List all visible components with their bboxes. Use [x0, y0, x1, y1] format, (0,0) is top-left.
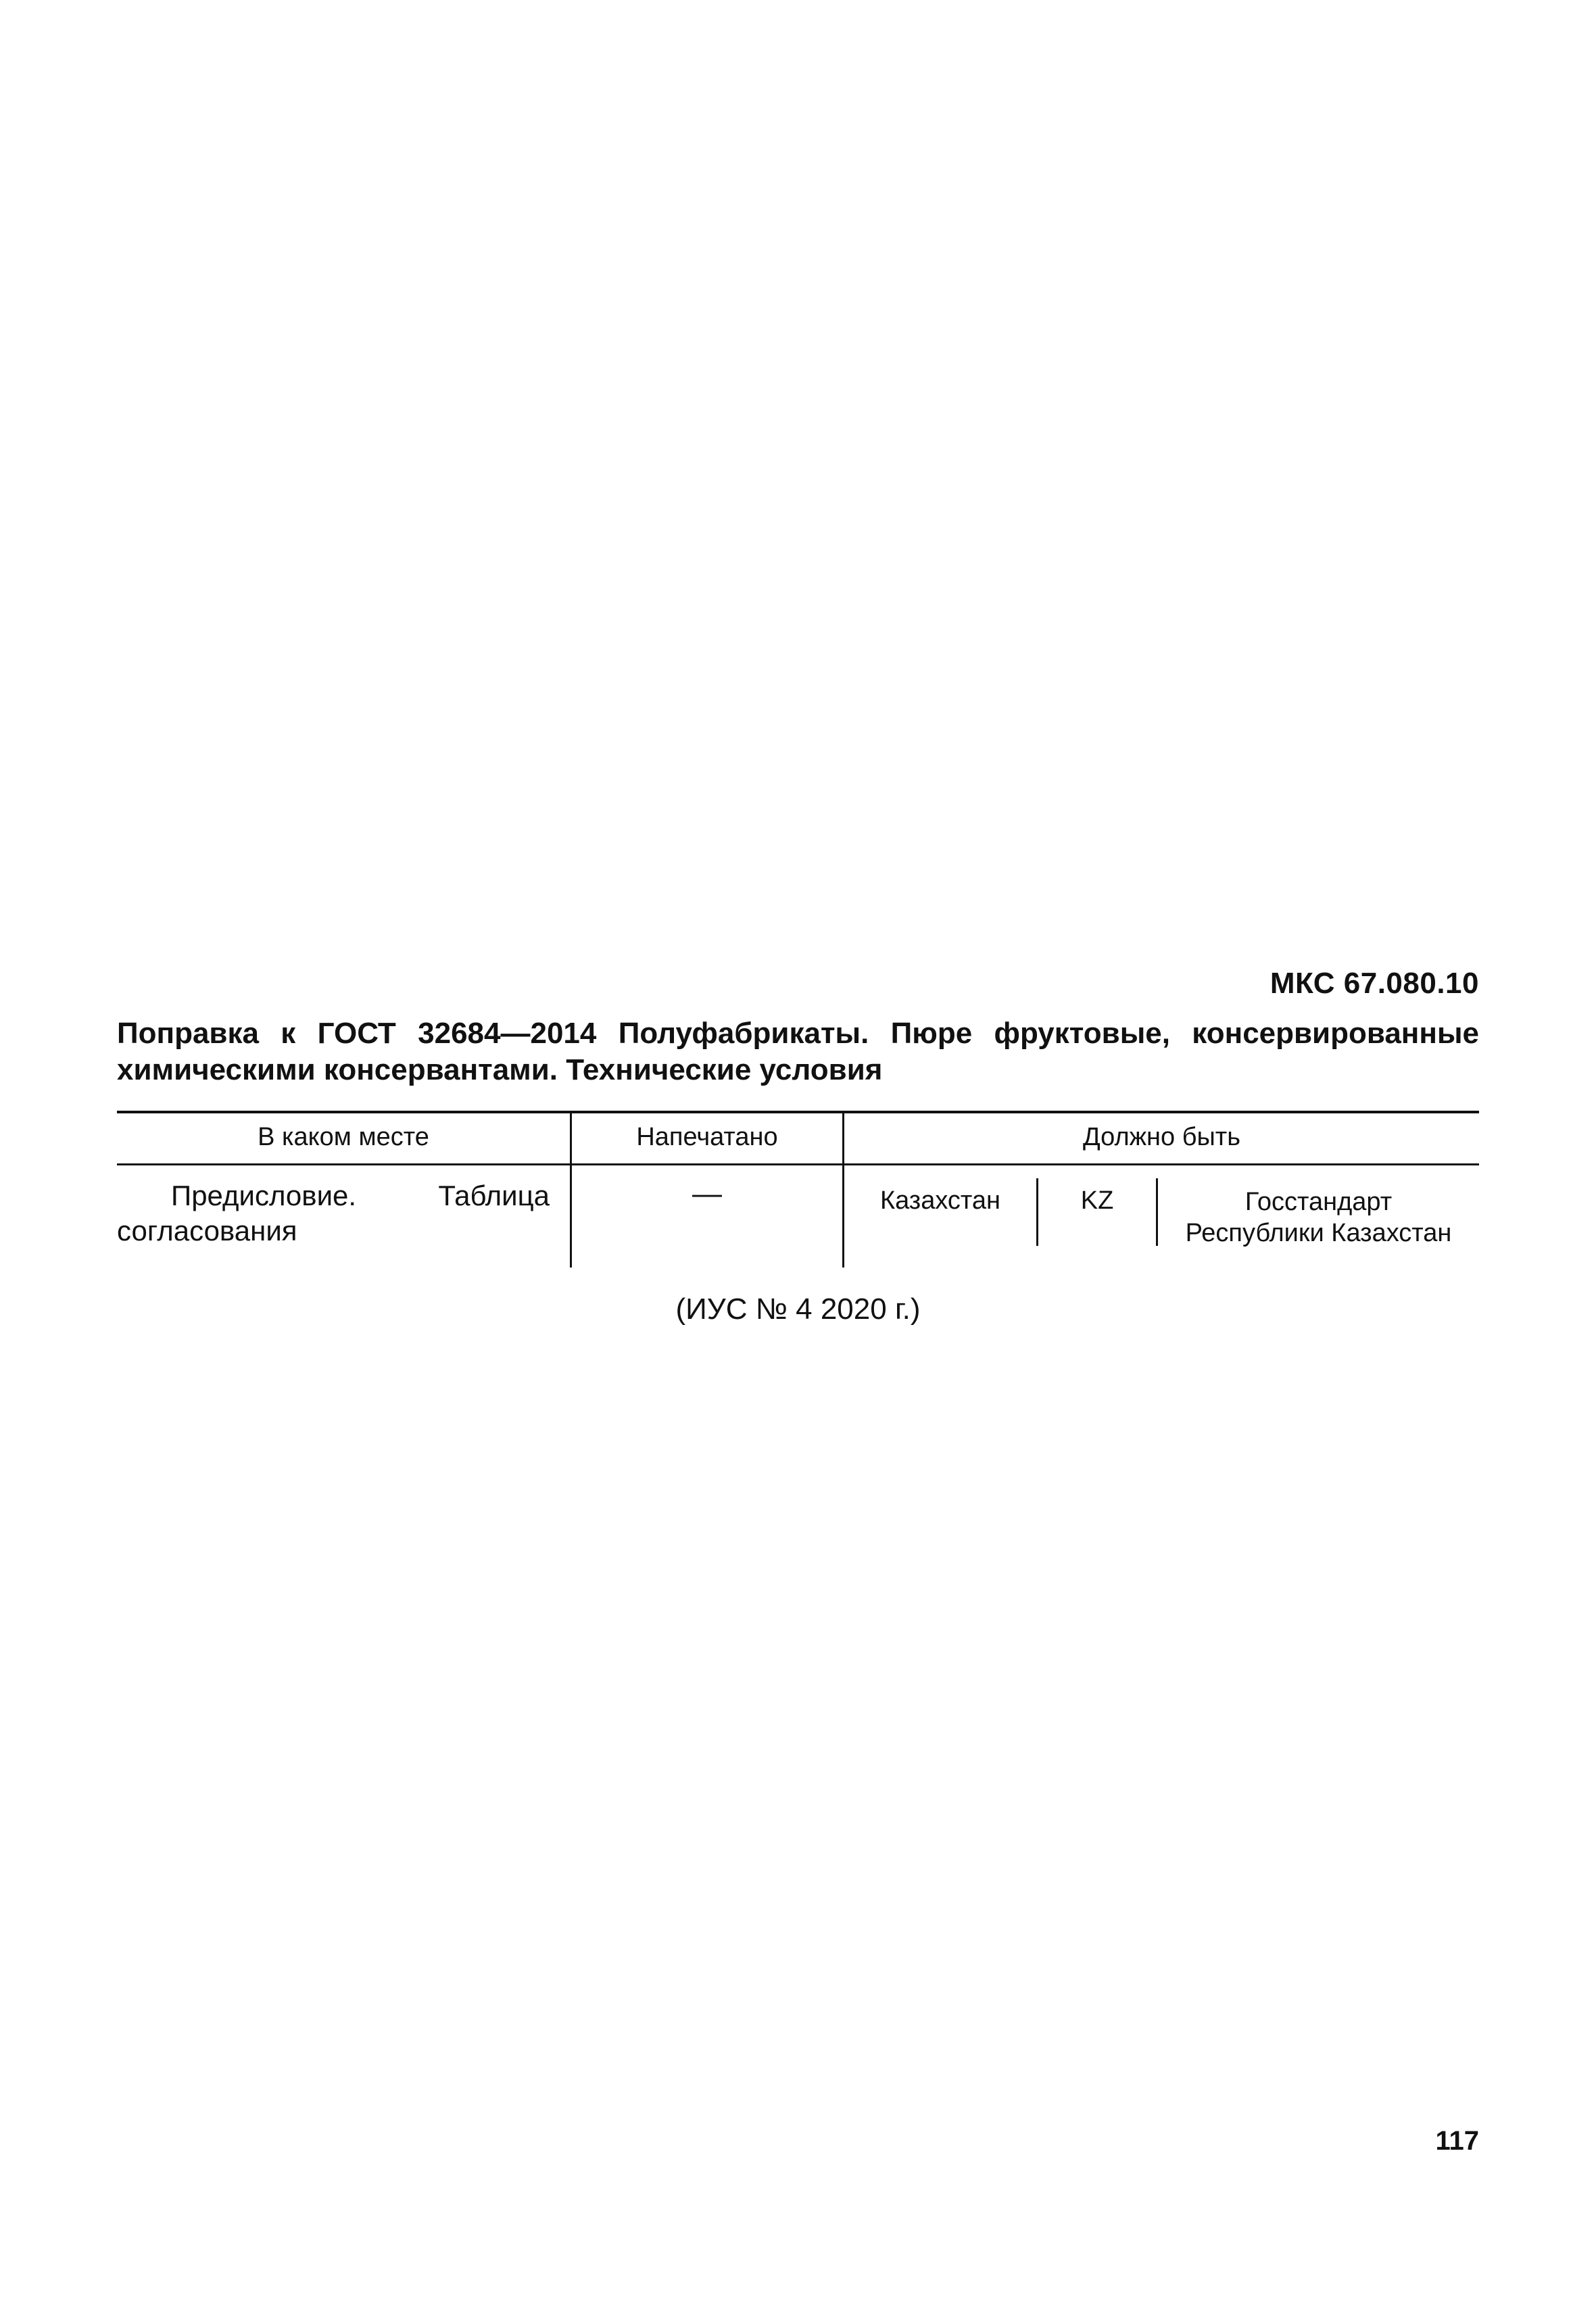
table-cell-country: Казахстан [879, 1186, 1001, 1215]
column-header-should-be: Должно быть [1082, 1123, 1240, 1151]
source-reference: (ИУС № 4 2020 г.) [675, 1293, 921, 1326]
standards-body-line-1: Госстандарт [1244, 1188, 1393, 1216]
classification-code: МКС 67.080.10 [1269, 967, 1479, 1000]
column-header-printed: Напечатано [636, 1123, 778, 1151]
document-title: Поправка к ГОСТ 32684—2014 Полуфабрикаты. Пюре фруктовые, консервированные химическими консервантами. Технические условия [117, 1017, 1479, 1086]
table-cell-printed: — [692, 1177, 722, 1210]
table-cell-country-code: KZ [1080, 1186, 1114, 1215]
table-top-rule [117, 1111, 1479, 1113]
table-cell-place-text: Предисловие. Таблица согласования [117, 1180, 550, 1247]
correction-table [117, 1111, 1479, 1268]
standards-body-line-2: Республики Казахстан [1185, 1219, 1452, 1247]
table-cell-standards-body [1158, 1186, 1479, 1249]
column-header-place: В каком месте [258, 1123, 429, 1151]
table-header-rule [117, 1163, 1479, 1165]
table-cell-place [117, 1178, 550, 1249]
page-number: 117 [1435, 2126, 1479, 2156]
